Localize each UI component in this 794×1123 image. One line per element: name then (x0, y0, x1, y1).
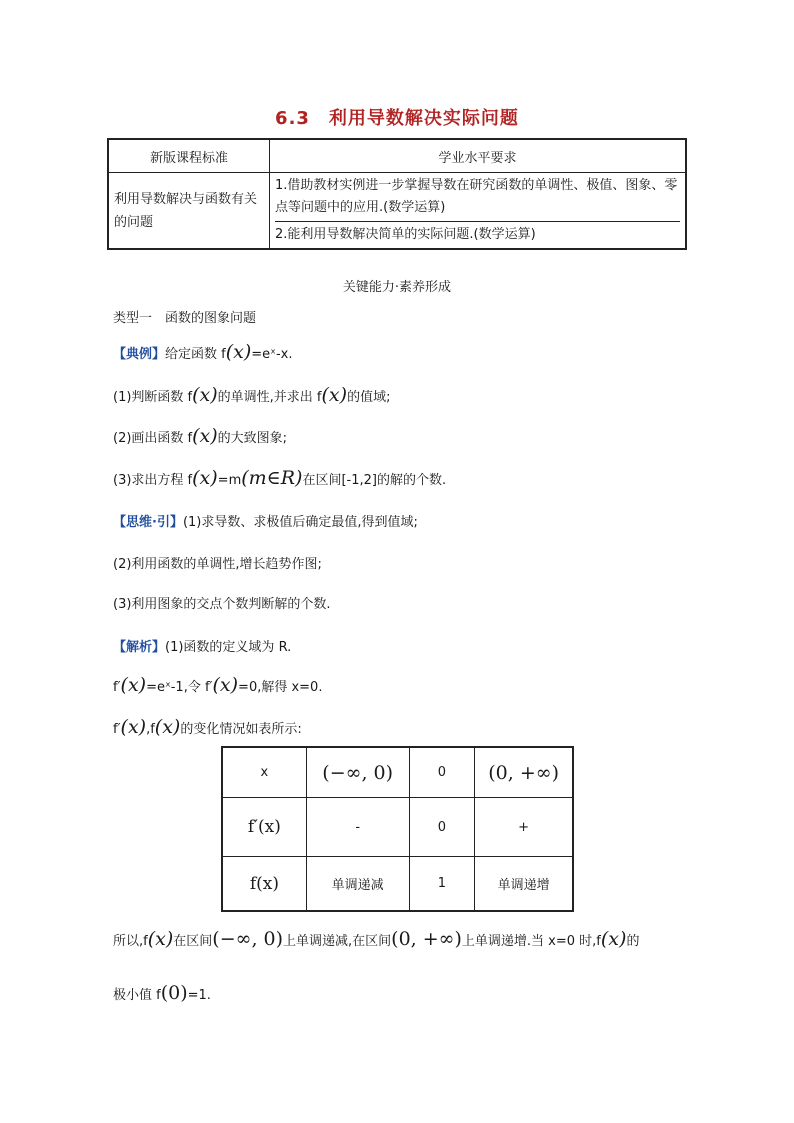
row-label: x (222, 747, 306, 798)
math-arg: (x) (154, 716, 181, 738)
type-heading: 类型一 函数的图象问题 (113, 311, 257, 326)
solution-line-3 (113, 716, 302, 738)
math-arg: (x) (192, 384, 218, 406)
math-arg: (x) (321, 384, 348, 406)
question-2 (113, 425, 287, 447)
text: =eˣ-1,令 f′ (146, 680, 213, 695)
curriculum-content: 利用导数解决与函数有关的问题 (108, 173, 270, 250)
requirement-item: 1.借助教材实例进一步掌握导数在研究函数的单调性、极值、图象、零点等问题中的应用.(数学运算) (275, 178, 678, 215)
text: 极小值 f (113, 988, 161, 1003)
behavior-cell: 单调递增 (475, 857, 573, 912)
text: (1)判断函数 f (113, 390, 193, 405)
requirements-cell (270, 173, 687, 250)
section-heading: 关键能力·素养形成 (342, 280, 452, 295)
text: 上单调递减,在区间 (283, 934, 392, 949)
requirement-item: 2.能利用导数解决简单的实际问题.(数学运算) (275, 221, 680, 248)
text: 所以,f (113, 934, 148, 949)
hint-line-3: (3)利用图象的交点个数判断解的个数. (113, 597, 331, 612)
text: =m (217, 473, 242, 488)
hint-line-2: (2)利用函数的单调性,增长趋势作图; (113, 557, 322, 572)
text: f′ (113, 722, 121, 737)
behavior-cell: 单调递减 (306, 857, 409, 912)
math-interval: (0, +∞) (391, 928, 462, 950)
conclusion-line-1 (113, 928, 639, 950)
math-interval: (−∞, 0) (212, 928, 284, 950)
solution-line-2 (113, 674, 322, 696)
sign-cell: + (475, 798, 573, 857)
math-arg: (0) (160, 982, 188, 1004)
table-header: 新版课程标准 (108, 139, 270, 173)
text: 的变化情况如表所示: (180, 722, 302, 737)
math-arg: (x) (192, 425, 218, 447)
text: (1)函数的定义域为 R. (165, 640, 292, 655)
question-3 (113, 467, 446, 489)
hint-line-1 (113, 511, 418, 530)
example-statement (113, 341, 292, 363)
text: 在区间[-1,2]的解的个数. (302, 473, 447, 488)
row-label: f′(x) (222, 798, 306, 857)
example-tag: 【典例】 (113, 347, 166, 362)
math-arg: (x) (600, 928, 627, 950)
question-1 (113, 384, 390, 406)
hint-tag: 【思维·引】 (113, 515, 183, 530)
text: 的大致图象; (217, 431, 288, 446)
row-label: f(x) (222, 857, 306, 912)
math-arg: (x) (120, 674, 147, 696)
sign-cell: - (306, 798, 409, 857)
text: 的 (626, 934, 640, 949)
conclusion-line-2 (113, 982, 211, 1004)
text: 上单调递增.当 x=0 时,f (461, 934, 601, 949)
math-arg: (x) (225, 341, 252, 363)
text: f′ (113, 680, 121, 695)
text: =1. (187, 988, 211, 1003)
behavior-cell: 1 (409, 857, 475, 912)
math-condition: (m∈R) (241, 467, 303, 489)
solution-line-1 (113, 636, 291, 655)
curriculum-standard-table (107, 138, 687, 250)
page-title: 6.3 利用导数解决实际问题 (275, 108, 519, 129)
text: 给定函数 f (165, 347, 226, 362)
math-arg: (x) (147, 928, 174, 950)
text: 的单调性,并求出 f (217, 390, 322, 405)
text: =0,解得 x=0. (238, 680, 323, 695)
math-arg: (x) (120, 716, 147, 738)
interval-cell: (−∞, 0) (306, 747, 409, 798)
math-arg: (x) (212, 674, 239, 696)
table-header: 学业水平要求 (270, 139, 687, 173)
text: 的值域; (347, 390, 391, 405)
text: =eˣ-x. (251, 347, 293, 362)
text: ,f (146, 722, 155, 737)
text: (1)求导数、求极值后确定最值,得到值域; (182, 515, 418, 530)
text: (3)求出方程 f (113, 473, 193, 488)
math-arg: (x) (192, 467, 218, 489)
solution-tag: 【解析】 (113, 640, 166, 655)
point-cell: 0 (409, 747, 475, 798)
sign-cell: 0 (409, 798, 475, 857)
variation-table (221, 746, 574, 912)
text: 在区间 (173, 934, 213, 949)
interval-cell: (0, +∞) (475, 747, 573, 798)
text: (2)画出函数 f (113, 431, 193, 446)
